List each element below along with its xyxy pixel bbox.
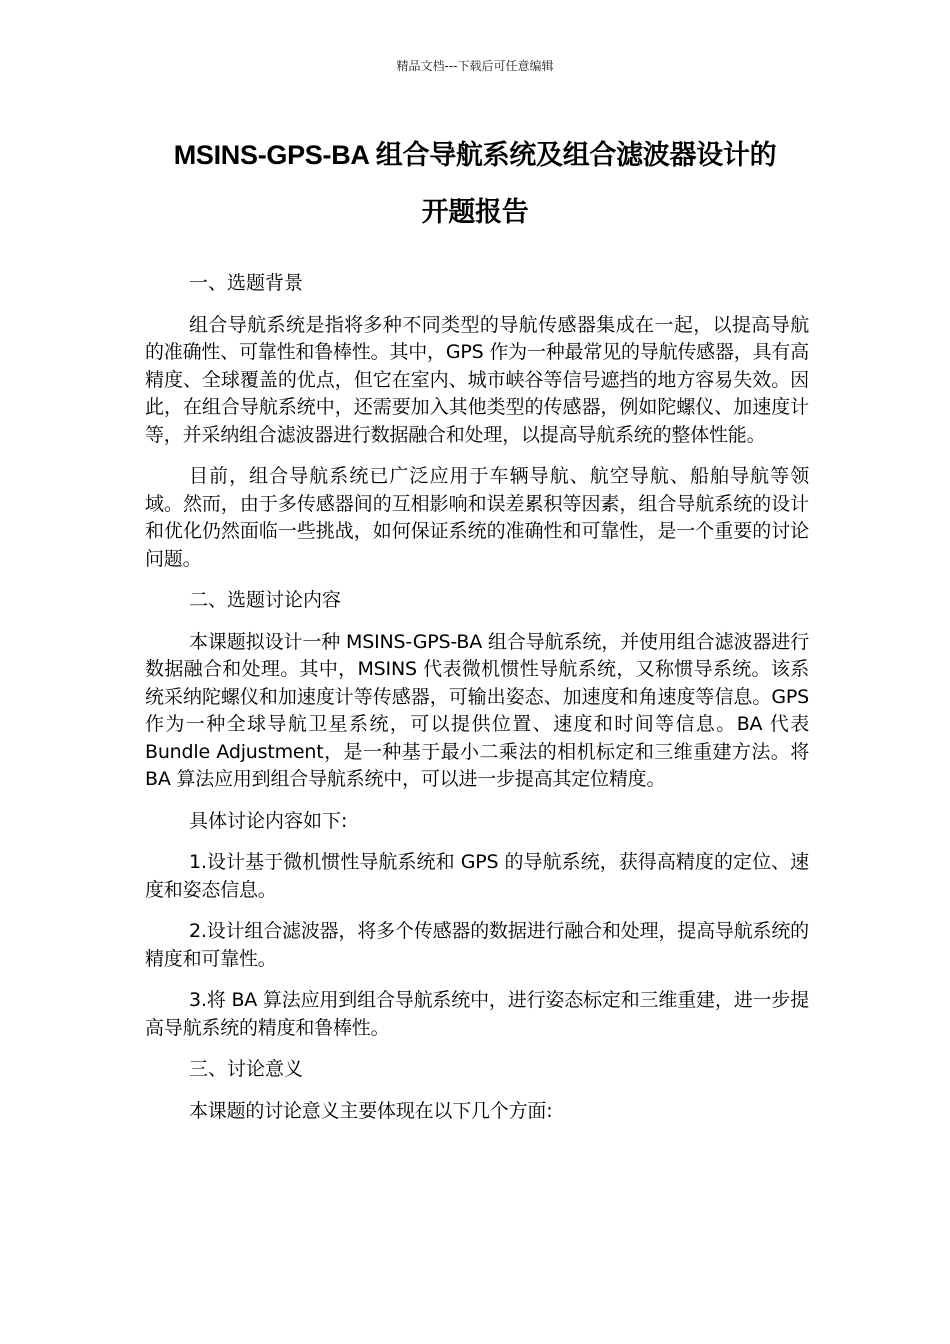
- section-heading-background: 一、选题背景: [189, 272, 304, 294]
- section-heading-research-content: 二、选题讨论内容: [189, 589, 342, 611]
- document-title-line-1: MSINS-GPS-BA 组合导航系统及组合滤波器设计的: [173, 140, 777, 170]
- section-heading-significance: 三、讨论意义: [189, 1058, 304, 1080]
- document-body: [145, 270, 809, 1139]
- list-item-3: 3.将 BA 算法应用到组合导航系统中，进行姿态标定和三维重建，进一步提高导航系统的精度和鲁棒性。: [145, 989, 809, 1039]
- paragraph-background-1: 组合导航系统是指将多种不同类型的导航传感器集成在一起，以提高导航的准确性、可靠性和鲁棒性。其中，GPS 作为一种最常见的导航传感器，具有高精度、全球覆盖的优点，但它在室内、城市峡谷等信号遮挡的地方容易失效。因此，在组合导航系统中，还需要加入其他类型的传感器，例如陀螺仪、加速度计等，并采纳组合滤波器进行数据融合和处理，以提高导航系统的整体性能。: [145, 313, 809, 446]
- document-title-line-2: 开题报告: [421, 197, 529, 227]
- paragraph-background-2: 目前，组合导航系统已广泛应用于车辆导航、航空导航、船舶导航等领域。然而，由于多传感器间的互相影响和误差累积等因素，组合导航系统的设计和优化仍然面临一些挑战，如何保证系统的准确性和可靠性，是一个重要的讨论问题。: [145, 465, 809, 570]
- paragraph-research-content: 本课题拟设计一种 MSINS-GPS-BA 组合导航系统，并使用组合滤波器进行数据融合和处理。其中，MSINS 代表微机惯性导航系统，又称惯导系统。该系统采纳陀螺仪和加速度计等传感器，可输出姿态、加速度和角速度等信息。GPS 作为一种全球导航卫星系统，可以提供位置、速度和时间等信息。BA 代表 Bundle Adjustment，是一种基于最小二乘法的相机标定和三维重建方法。将 BA 算法应用到组合导航系统中，可以进一步提高其定位精度。: [145, 630, 809, 790]
- list-item-2: 2.设计组合滤波器，将多个传感器的数据进行融合和处理，提高导航系统的精度和可靠性。: [145, 920, 809, 970]
- subheading-specific-content: 具体讨论内容如下:: [189, 809, 348, 832]
- list-item-1: 1.设计基于微机惯性导航系统和 GPS 的导航系统，获得高精度的定位、速度和姿态信息。: [145, 851, 809, 901]
- header-note: 精品文档---下载后可任意编辑: [396, 59, 554, 73]
- paragraph-significance: 本课题的讨论意义主要体现在以下几个方面:: [189, 1099, 553, 1122]
